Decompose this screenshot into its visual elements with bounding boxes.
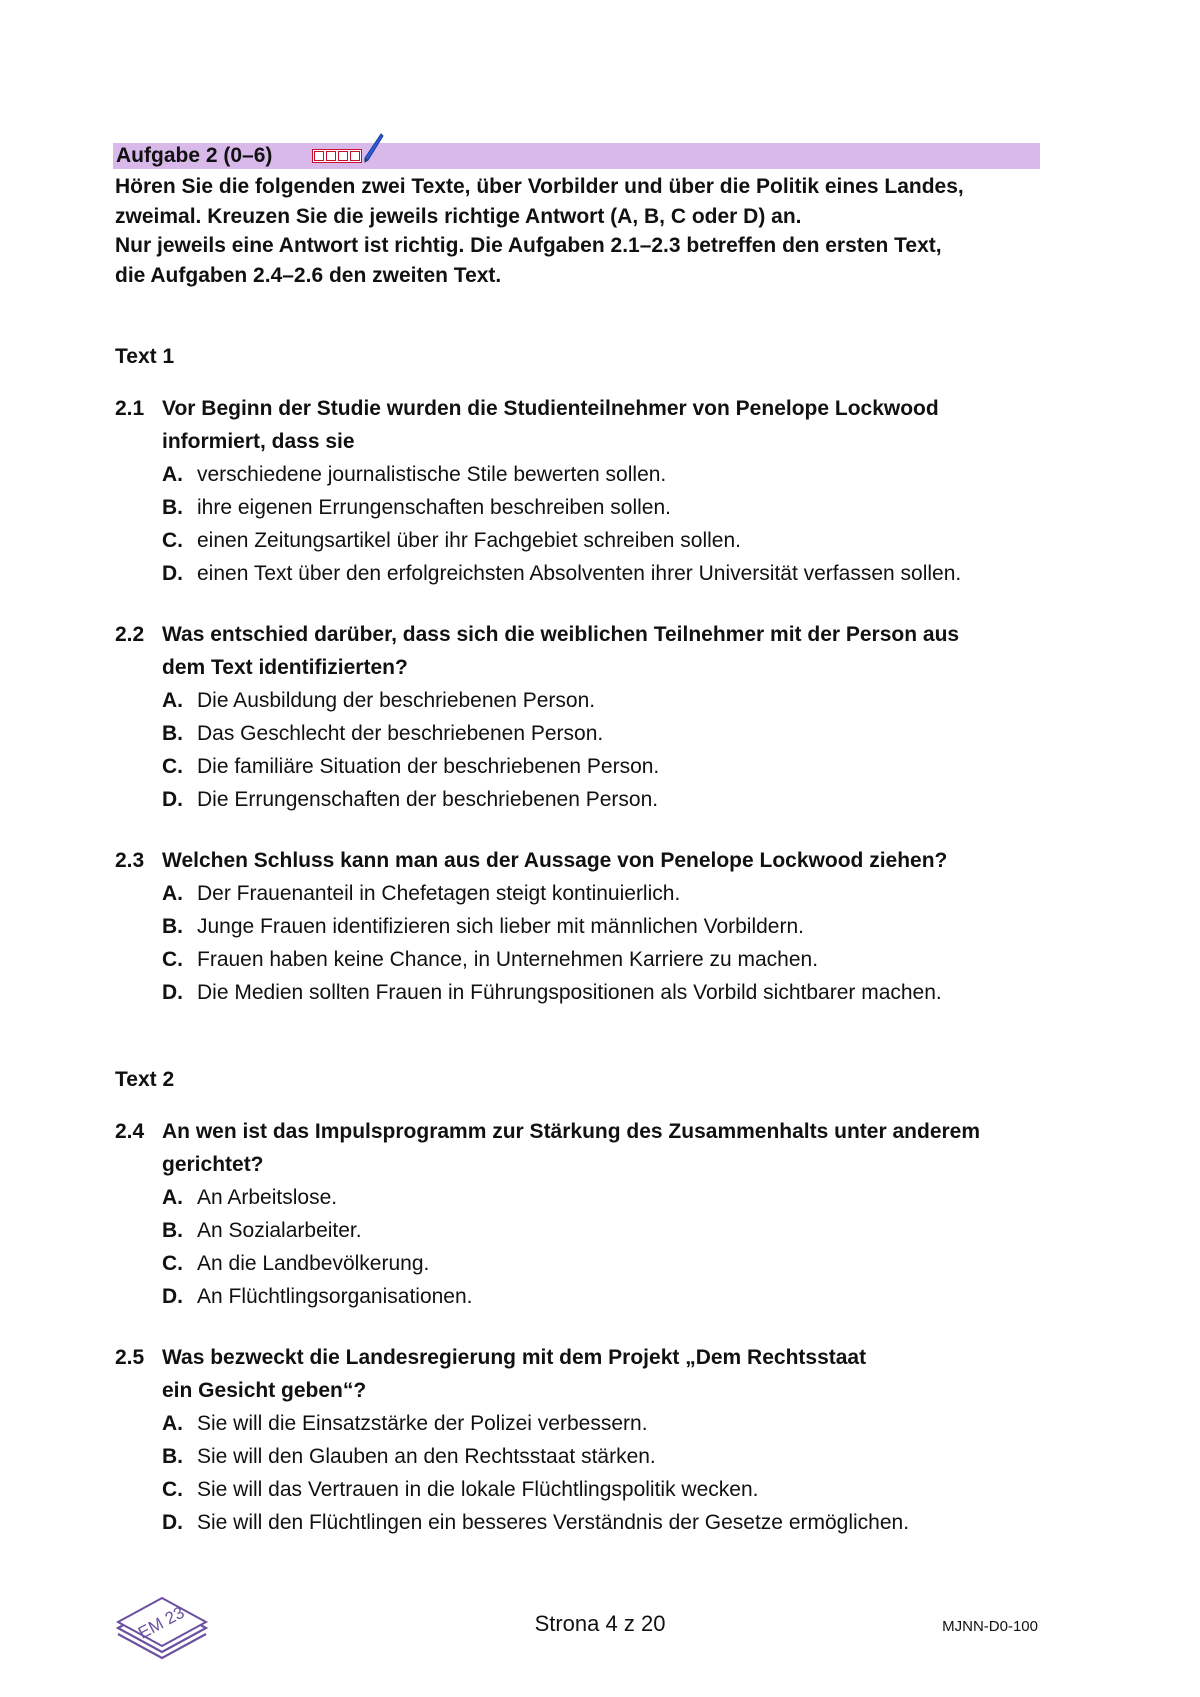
score-box [314,151,324,161]
score-box [326,151,336,161]
option-letter: A. [162,689,183,712]
question-2-2 [115,618,1045,816]
option-letter: C. [162,1252,183,1275]
option-letter: B. [162,1445,183,1468]
option-letter: D. [162,1285,183,1308]
pencil-icon [362,132,384,166]
option-text: Junge Frauen identifizieren sich lieber mit männlichen Vorbildern. [197,915,804,938]
question-text: dem Text identifizierten? [162,656,408,679]
answer-option[interactable] [115,1440,1045,1473]
answer-option[interactable] [115,750,1045,783]
question-number: 2.2 [115,623,145,646]
question-2-3 [115,844,1045,1009]
option-letter: D. [162,1511,183,1534]
answer-option[interactable] [115,1473,1045,1506]
option-text: An Arbeitslose. [197,1186,338,1209]
question-2-4 [115,1115,1045,1313]
text1-heading: Text 1 [115,345,175,368]
option-letter: C. [162,948,183,971]
option-letter: C. [162,755,183,778]
option-text: Die Ausbildung der beschriebenen Person. [197,689,596,712]
page-number: Strona 4 z 20 [534,1611,666,1636]
option-text: Das Geschlecht der beschriebenen Person. [197,722,604,745]
option-letter: D. [162,981,183,1004]
question-text: Was entschied darüber, dass sich die weiblichen Teilnehmer mit der Person aus [162,623,960,646]
option-text: An Flüchtlingsorganisationen. [197,1285,473,1308]
answer-option[interactable] [115,458,1045,491]
answer-option[interactable] [115,1506,1045,1539]
option-text: An Sozialarbeiter. [197,1219,362,1242]
option-text: Frauen haben keine Chance, in Unternehmen Karriere zu machen. [197,948,819,971]
question-text: informiert, dass sie [162,430,355,453]
option-letter: C. [162,529,183,552]
answer-option[interactable] [115,1280,1045,1313]
option-text: Sie will den Glauben an den Rechtsstaat stärken. [197,1445,656,1468]
answer-option[interactable] [115,1214,1045,1247]
answer-option[interactable] [115,717,1045,750]
text2-heading: Text 2 [115,1068,175,1091]
answer-option[interactable] [115,910,1045,943]
instruction-line: Hören Sie die folgenden zwei Texte, über Vorbilder und über die Politik eines Landes, [115,175,964,198]
answer-option[interactable] [115,1247,1045,1280]
option-letter: D. [162,788,183,811]
answer-option[interactable] [115,976,1045,1009]
answer-option[interactable] [115,1181,1045,1214]
option-text: ihre eigenen Errungenschaften beschreiben sollen. [197,496,671,519]
option-letter: B. [162,722,183,745]
instruction-line: Nur jeweils eine Antwort ist richtig. Die Aufgaben 2.1–2.3 betreffen den ersten Text, [115,234,942,257]
answer-option[interactable] [115,491,1045,524]
option-letter: C. [162,1478,183,1501]
answer-option[interactable] [115,1407,1045,1440]
question-number: 2.5 [115,1346,145,1369]
option-text: Sie will die Einsatzstärke der Polizei verbessern. [197,1412,648,1435]
option-text: einen Zeitungsartikel über ihr Fachgebiet schreiben sollen. [197,529,741,552]
score-boxes [312,149,362,163]
option-text: Sie will den Flüchtlingen ein besseres Verständnis der Gesetze ermöglichen. [197,1511,910,1534]
question-number: 2.1 [115,397,145,420]
answer-option[interactable] [115,943,1045,976]
option-text: Der Frauenanteil in Chefetagen steigt kontinuierlich. [197,882,681,905]
question-text: An wen ist das Impulsprogramm zur Stärkung des Zusammenhalts unter anderem [162,1120,981,1143]
document-code: MJNN-D0-100 [942,1618,1038,1635]
instruction-line: die Aufgaben 2.4–2.6 den zweiten Text. [115,263,502,287]
task-title: Aufgabe 2 (0–6) [116,144,273,167]
option-letter: D. [162,562,183,585]
question-number: 2.3 [115,849,145,872]
option-letter: A. [162,463,183,486]
question-text: gerichtet? [162,1153,264,1176]
score-box [350,151,360,161]
score-box [338,151,348,161]
task-header-bar [113,143,1040,169]
option-text: Die familiäre Situation der beschriebenen Person. [197,755,660,778]
question-2-5 [115,1341,1045,1539]
option-letter: B. [162,1219,183,1242]
answer-option[interactable] [115,557,1045,590]
option-text: verschiedene journalistische Stile bewerten sollen. [197,463,667,486]
logo-text: EM 23 [135,1602,188,1643]
option-text: An die Landbevölkerung. [197,1252,430,1275]
option-letter: B. [162,915,183,938]
question-2-1 [115,392,1045,590]
option-text: einen Text über den erfolgreichsten Absolventen ihrer Universität verfassen sollen. [197,562,962,585]
answer-option[interactable] [115,524,1045,557]
question-text: Welchen Schluss kann man aus der Aussage von Penelope Lockwood ziehen? [162,849,948,872]
answer-option[interactable] [115,684,1045,717]
option-text: Sie will das Vertrauen in die lokale Flüchtlingspolitik wecken. [197,1478,759,1501]
question-number: 2.4 [115,1120,145,1143]
question-text: ein Gesicht geben“? [162,1379,367,1402]
answer-option[interactable] [115,783,1045,816]
answer-option[interactable] [115,877,1045,910]
option-letter: A. [162,882,183,905]
option-text: Die Errungenschaften der beschriebenen Person. [197,788,659,811]
instruction-line: zweimal. Kreuzen Sie die jeweils richtige Antwort (A, B, C oder D) an. [115,204,802,228]
option-letter: B. [162,496,183,519]
question-text: Was bezweckt die Landesregierung mit dem Projekt „Dem Rechtsstaat [162,1346,867,1369]
option-letter: A. [162,1412,183,1435]
question-text: Vor Beginn der Studie wurden die Studienteilnehmer von Penelope Lockwood [162,397,939,420]
option-text: Die Medien sollten Frauen in Führungspositionen als Vorbild sichtbarer machen. [197,981,942,1004]
task-instructions [115,172,1045,290]
option-letter: A. [162,1186,183,1209]
